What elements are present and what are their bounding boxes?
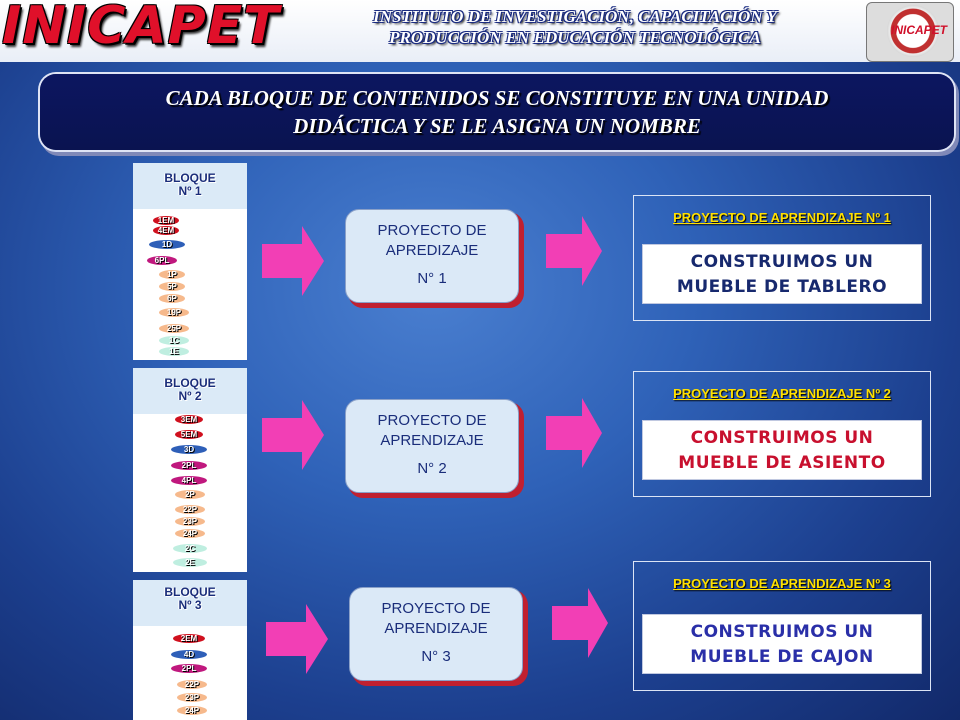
bloque-title: BLOQUE bbox=[164, 171, 216, 185]
content-tag: 3D bbox=[171, 445, 207, 454]
proyecto-number: N° 1 bbox=[417, 270, 447, 287]
content-tag: 4PL bbox=[171, 476, 207, 485]
resultado-line2: MUEBLE DE CAJON bbox=[690, 647, 874, 667]
proyecto-line1: PROYECTO DE bbox=[381, 600, 491, 617]
banner-line1: CADA BLOQUE DE CONTENIDOS SE CONSTITUYE EN UNA UNIDAD bbox=[165, 86, 829, 110]
institute-title-line2: PRODUCCIÓN EN EDUCACIÓN TECNOLÓGICA bbox=[389, 28, 761, 47]
arrow-right-icon bbox=[546, 398, 604, 468]
content-tag: 1E bbox=[159, 347, 189, 356]
content-tag: 23P bbox=[175, 517, 205, 526]
content-tag: 24P bbox=[175, 529, 205, 538]
content-tag: 2C bbox=[173, 544, 207, 553]
resultado-line1: CONSTRUIMOS UN bbox=[690, 428, 874, 448]
proyecto-line2: APRENDIZAJE bbox=[384, 620, 488, 637]
bloque-number: Nº 1 bbox=[178, 184, 202, 198]
seal-text: INICAPET bbox=[891, 23, 948, 37]
proyecto-box-1 bbox=[345, 209, 519, 303]
bloque-title: BLOQUE bbox=[164, 376, 216, 390]
arrow-right-icon bbox=[546, 216, 604, 286]
header-bar bbox=[0, 0, 960, 62]
bloque-header bbox=[133, 163, 247, 209]
content-tag: 5P bbox=[159, 282, 185, 291]
content-tag: 4EM bbox=[153, 226, 179, 235]
content-tag: 2EM bbox=[173, 634, 205, 643]
proyecto-box-2 bbox=[345, 399, 519, 493]
main-banner bbox=[40, 74, 954, 150]
resultado-line1: CONSTRUIMOS UN bbox=[690, 252, 874, 272]
content-tag: 1C bbox=[159, 336, 189, 345]
arrow-right-icon bbox=[262, 400, 326, 470]
bloque-panel-3 bbox=[133, 580, 247, 720]
resultado-title: PROYECTO DE APRENDIZAJE Nº 1 bbox=[673, 210, 891, 225]
resultado-box bbox=[642, 244, 922, 304]
proyecto-number: N° 3 bbox=[421, 648, 451, 665]
content-tag: 2E bbox=[173, 558, 207, 567]
resultado-box bbox=[642, 420, 922, 480]
resultado-panel-2 bbox=[633, 371, 931, 497]
content-tag: 6P bbox=[159, 294, 185, 303]
content-tag: 19P bbox=[159, 308, 189, 317]
content-tag: 24P bbox=[177, 706, 207, 715]
proyecto-box-3 bbox=[349, 587, 523, 681]
content-tag: 2PL bbox=[171, 461, 207, 470]
content-tag: 25P bbox=[159, 324, 189, 333]
content-tag: 1P bbox=[159, 270, 185, 279]
bloque-title: BLOQUE bbox=[164, 585, 216, 599]
resultado-box bbox=[642, 614, 922, 674]
proyecto-line2: APREDIZAJE bbox=[385, 242, 479, 259]
proyecto-number: N° 2 bbox=[417, 460, 447, 477]
institute-title-line1: INSTITUTO DE INVESTIGACIÓN, CAPACITACIÓN Y bbox=[373, 7, 777, 26]
bloque-panel-2 bbox=[133, 368, 247, 572]
institute-title bbox=[300, 6, 850, 48]
resultado-panel-3 bbox=[633, 561, 931, 691]
banner-line2: DIDÁCTICA Y SE LE ASIGNA UN NOMBRE bbox=[293, 114, 701, 138]
resultado-line2: MUEBLE DE ASIENTO bbox=[678, 453, 886, 473]
content-tag: 2PL bbox=[171, 664, 207, 673]
arrow-right-icon bbox=[262, 226, 326, 296]
content-tag: 4D bbox=[171, 650, 207, 659]
arrow-right-icon bbox=[266, 604, 330, 674]
proyecto-line1: PROYECTO DE bbox=[377, 412, 487, 429]
inicapet-logo: INICAPET bbox=[2, 0, 280, 56]
bloque-panel-1 bbox=[133, 163, 247, 360]
content-tag: 2P bbox=[175, 490, 205, 499]
bloque-header bbox=[133, 580, 247, 626]
resultado-title: PROYECTO DE APRENDIZAJE Nº 2 bbox=[673, 386, 891, 401]
content-tag: 23P bbox=[177, 693, 207, 702]
proyecto-line1: PROYECTO DE bbox=[377, 222, 487, 239]
proyecto-line2: APRENDIZAJE bbox=[380, 432, 484, 449]
resultado-title: PROYECTO DE APRENDIZAJE Nº 3 bbox=[673, 576, 891, 591]
content-tag: 1EM bbox=[153, 216, 179, 225]
bloque-header bbox=[133, 368, 247, 414]
bloque-number: Nº 3 bbox=[178, 598, 202, 612]
arrow-right-icon bbox=[552, 588, 610, 658]
institute-seal-icon bbox=[866, 2, 954, 62]
resultado-panel-1 bbox=[633, 195, 931, 321]
content-tag: 22P bbox=[175, 505, 205, 514]
content-tag: 22P bbox=[177, 680, 207, 689]
content-tag: 6PL bbox=[147, 256, 177, 265]
bloque-number: Nº 2 bbox=[178, 389, 202, 403]
resultado-line1: CONSTRUIMOS UN bbox=[690, 622, 874, 642]
content-tag: 5EM bbox=[175, 430, 203, 439]
resultado-line2: MUEBLE DE TABLERO bbox=[676, 277, 888, 297]
content-tag: 3EM bbox=[175, 415, 203, 424]
content-tag: 1D bbox=[149, 240, 185, 249]
